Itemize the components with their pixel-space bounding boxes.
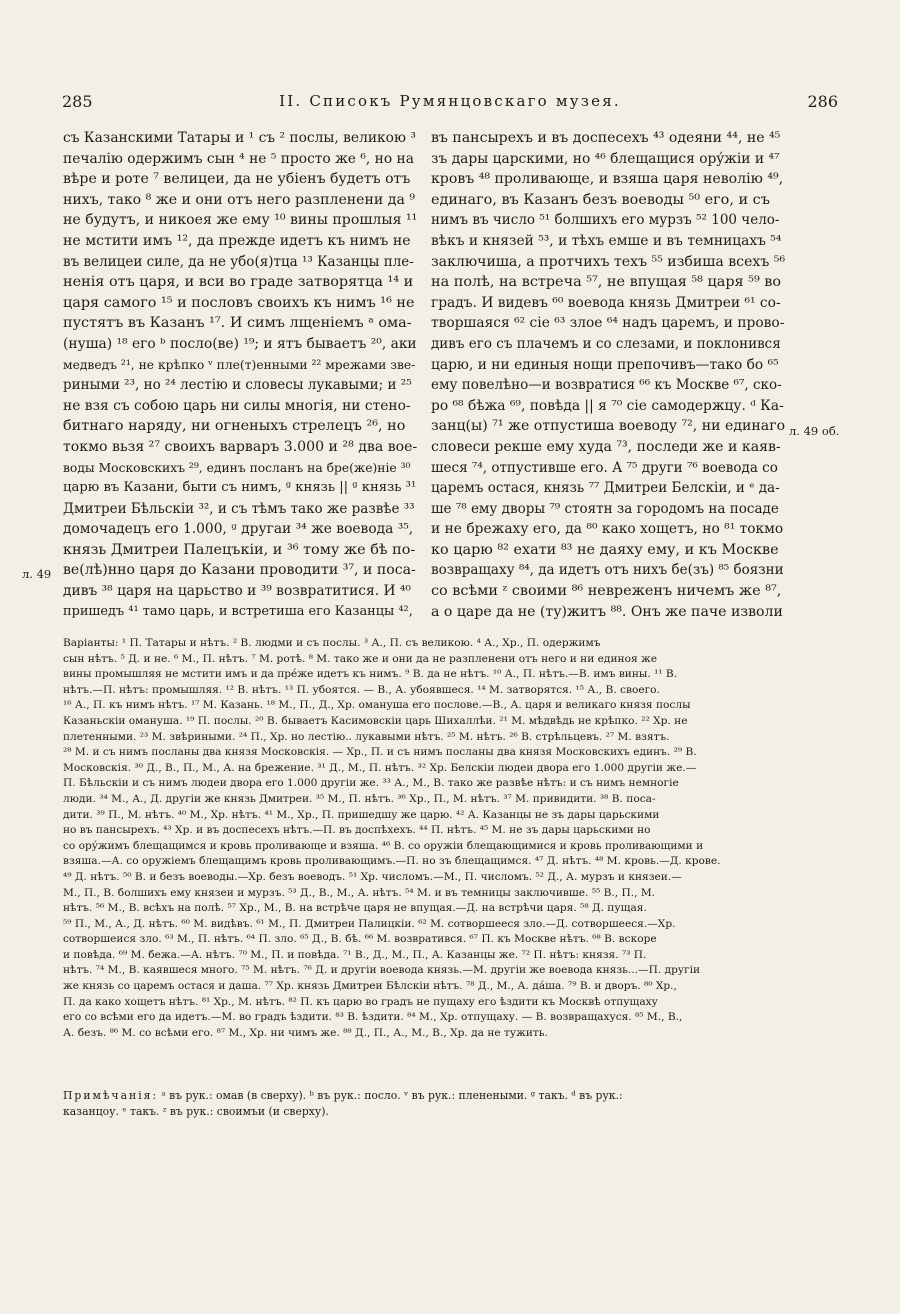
apparatus-line: ⁴⁹ Д. нѣтъ. ⁵⁰ В. и безъ воеводы.—Хр. безъ воеводъ. ⁵¹ Хр. числомъ.—М., П. числомъ. ⁵² Д., А. мурзъ и князеи.— [63,870,682,883]
apparatus-line: же князь со царемъ остася и даша. ⁷⁷ Хр. князь Дмитреи Бѣлскіи нѣтъ. ⁷⁸ Д., М., А. дáша. ⁷⁹ В. и дворъ. ⁸⁰ Хр., [63,980,677,993]
text-line: и не брежаху его, да ⁸⁰ како хощетъ, но ⁸¹ токмо [431,521,784,538]
apparatus-line: ¹⁶ А., П. къ нимъ нѣтъ. ¹⁷ М. Казань. ¹⁸ М., П., Д., Хр. оманушa его пословe.—В., А. царя и великаго князя послы [63,699,691,712]
text-line: царя самого ¹⁵ и пословъ своихъ къ нимъ ¹⁶ не [63,294,415,311]
text-line: единаго, въ Казанъ безъ воеводы ⁵⁰ его, и съ [431,191,770,208]
text-line: занц(ы) ⁷¹ же отпустиша воеводу ⁷², ни единаго [431,418,785,435]
editorial-notes [63,1088,783,1120]
apparatus-line: П. да како хощетъ нѣтъ. ⁸¹ Хр., М. нѣтъ. ⁸² П. къ царю во градъ не пущаху его ѣздити къ Москвѣ отпущаху [63,995,658,1008]
text-line: кровъ ⁴⁸ проливающе, и взяша царя неволію ⁴⁹, [431,171,784,188]
apparatus-line: П. Бѣльскіи и съ нимъ людеи двора его 1.000 другіи же. ³³ А., М., В. тако же развѣе нѣтъ: и съ нимъ немногіе [63,777,679,790]
text-line: медведъ ²¹, не крѣпко ᵛ пле(т)енными ²² мрежами зве- [63,357,416,372]
text-line: не мстити имъ ¹², да прежде идетъ къ нимъ не [63,232,411,249]
text-line: а о царе да не (ту)житъ ⁸⁸. Онъ же паче изволи [431,603,783,620]
text-line: дивъ ³⁸ царя на царьство и ³⁹ возвратитися. И ⁴⁰ [63,583,411,600]
apparatus-line: Варіанты: ¹ П. Татары и нѣтъ. ² В. людми и съ послы. ³ А., П. съ великою. ⁴ А., Хр., П. одержимъ [63,637,601,649]
main-text-right-column [431,128,785,622]
apparatus-line: но въ пансырехъ. ⁴³ Хр. и въ доспесехъ нѣтъ.—П. въ доспѣхехъ. ⁴⁴ П. нѣтъ. ⁴⁵ М. не зъ дары царьскими но [63,824,651,837]
variants-apparatus [63,636,783,1041]
apparatus-line: ²⁸ М. и съ нимъ посланы два князя Московскія. — Хр., П. и съ нимъ посланы два князя Московскихъ единъ. ²⁹ В. [63,746,697,759]
text-line: съ Казанскими Татары и ¹ съ ² послы, великою ³ [63,130,416,146]
text-line: печалію одержимъ сын ⁴ не ⁵ просто же ⁶, но на [63,150,414,167]
text-line: нихъ, тако ⁸ же и они отъ него разпленени да ⁹ [63,191,415,208]
text-line: на полѣ, на встреча ⁵⁷, не впущая ⁵⁸ царя ⁵⁹ во [431,274,782,291]
margin-folio-note-right: л. 49 об. [789,424,840,438]
notes-line: ᵃ въ рук.: омав (в сверху). ᵇ въ рук.: посло. ᵛ въ рук.: пленеными. ᵍ такъ. ᵈ въ рук.: [161,1089,623,1102]
apparatus-line: нѣтъ.—П. нѣтъ: промышляя. ¹² В. нѣтъ. ¹³ П. убоятся. — В., А. убоявшеся. ¹⁴ М. затворятся. ¹⁵ А., В. своего. [63,683,660,696]
text-line: (нуша) ¹⁸ его ᵇ посло(ве) ¹⁹; и ятъ бываетъ ²⁰, аки [63,335,417,352]
text-line: пришедъ ⁴¹ тамо царь, и встретиша его Казанцы ⁴², [63,603,413,619]
margin-folio-note-left: л. 49 [22,567,52,581]
text-line: ко царю ⁸² ехати ⁸³ не даяху ему, и къ Москве [431,541,779,558]
apparatus-line: люди. ³⁴ М., А., Д. другіи же князь Дмитреи. ³⁵ М., П. нѣтъ. ³⁶ Хр., П., М. нѣтъ. ³⁷ М. привидити. ³⁸ В. поса- [63,792,656,805]
apparatus-line: со орýжимъ блещащимся и кровь проливающе и взяша. ⁴⁶ В. со оружіи блещающимися и кровь проливающими и [63,839,704,852]
text-line: заключиша, а протчихъ техъ ⁵⁵ избиша всехъ ⁵⁶ [431,253,785,270]
text-line: возвращаху ⁸⁴, да идетъ отъ нихъ бе(зъ) ⁸⁵ боязни [431,562,784,579]
text-line: пустятъ въ Казанъ ¹⁷. И симъ лщеніемъ ᵃ ома- [63,315,412,332]
page-number-left: 285 [62,92,93,111]
text-line: царю, и ни единыя нощи препочивъ—тако бо ⁶⁵ [431,356,779,373]
text-line: со всѣми ᶻ своими ⁸⁶ невреженъ ничемъ же ⁸⁷, [431,583,782,600]
apparatus-line: нѣтъ. ⁵⁶ М., В. всѣхъ на полѣ. ⁵⁷ Хр., М., В. на встрѣче царя не впущая.—Д. на встрѣчи царя. ⁵⁸ Д. пущая. [63,902,647,915]
text-line: токмо вьзя ²⁷ своихъ варваръ 3.000 и ²⁸ два вое- [63,438,417,455]
text-line: творшаяся ⁶² сіе ⁶³ злое ⁶⁴ надъ царемъ, и прово- [431,315,785,332]
text-line: словеси рекше ему худа ⁷³, последи же и каяв- [431,438,781,455]
text-line: нимъ въ число ⁵¹ болшихъ его мурзъ ⁵² 100 чело- [431,212,780,229]
apparatus-line: и повѣда. ⁶⁹ М. бежа.—А. нѣтъ. ⁷⁰ М., П. и повѣда. ⁷¹ В., Д., М., П., А. Казанцы же. ⁷² П. нѣтъ: князя. ⁷³ П. [63,948,647,961]
text-line: царемъ остася, князь ⁷⁷ Дмитреи Белскіи, и ᵉ да- [431,480,780,497]
main-text-left-column [63,128,417,622]
text-line: въ велицеи силе, да не убо(я)тца ¹³ Казанцы пле- [63,253,414,270]
apparatus-line: дити. ³⁹ П., М. нѣтъ. ⁴⁰ М., Хр. нѣтъ. ⁴¹ М., Хр., П. пришедшу же царю. ⁴² А. Казанцы не зъ дары царьскими [63,808,660,821]
apparatus-line: нѣтъ. ⁷⁴ М., В. каявшеся много. ⁷⁵ М. нѣтъ. ⁷⁶ Д. и другіи воевода князь.—М. другіи же воевода князь...—П. другіи [63,964,701,977]
apparatus-line: взяша.—А. со оружіемъ блещащимъ кровь проливающимъ.—П. но зъ блещащимся. ⁴⁷ Д. нѣтъ. ⁴⁸ М. кровь.—Д. кровe. [63,855,721,868]
text-line: не взя съ собою царь ни силы многія, ни стено- [63,397,411,414]
apparatus-line: сотворшеися зло. ⁶³ М., П. нѣтъ. ⁶⁴ П. зло. ⁶⁵ Д., В. бѣ. ⁶⁶ М. возвратився. ⁶⁷ П. къ Москве нѣтъ. ⁶⁸ В. вскоре [63,933,657,946]
apparatus-line: Московскія. ³⁰ Д., В., П., М., А. на брежение. ³¹ Д., М., П. нѣтъ. ³² Хр. Белскіи людеи двора его 1.000 другіи же.— [63,761,697,774]
apparatus-line: его со всѣми его да идетъ.—М. во градъ ѣздити. ⁸³ В. ѣздити. ⁸⁴ М., Хр. отпущаху. — В. возвращахуся. ⁸⁵ М., В., [63,1011,683,1024]
text-line: ше ⁷⁸ ему дворы ⁷⁹ стоятн за городомъ на посаде [431,500,779,517]
running-title: II. Списокъ Румянцовскаго музея. [279,92,621,110]
text-line: ро ⁶⁸ бѣжа ⁶⁹, повѣда || я ⁷⁰ сіе самодержцу. ᵈ Ка- [431,397,784,414]
notes-line: казанцоу. ᵉ такъ. ᶻ въ рук.: своимъи (и сверху). [63,1105,329,1118]
text-line: ему повелѣно—и возвратися ⁶⁶ къ Москве ⁶⁷, ско- [431,377,782,394]
apparatus-line: Казаньскіи оманушa. ¹⁹ П. послы. ²⁰ В. бываетъ Касимовскіи царь Шихаллѣи. ²¹ М. мѣдвѣдь не крѣпко. ²² Хр. не [63,714,688,727]
apparatus-line: М., П., В. болшихъ ему князеи и мурзъ. ⁵³ Д., В., М., А. нѣтъ. ⁵⁴ М. и въ темницы заключивше. ⁵⁵ В., П., М. [63,886,656,899]
text-line: ненія отъ царя, и вси во граде затворятца ¹⁴ и [63,274,414,291]
text-line: дивъ его съ плачемъ и со слезами, и поклонився [431,335,781,352]
text-line: не будутъ, и никоея же ему ¹⁰ вины прошлыя ¹¹ [63,212,417,229]
text-line: въ пансырехъ и въ доспесехъ ⁴³ одеяни ⁴⁴, не ⁴⁵ [431,130,781,146]
text-line: князь Дмитреи Палецъкіи, и ³⁶ тому же бѣ по- [63,541,416,558]
text-line: риными ²³, но ²⁴ лестію и словесы лукавыми; и ²⁵ [63,377,412,394]
apparatus-line: А. безъ. ⁸⁶ М. со всѣми его. ⁸⁷ М., Хр. ни чимъ же. ⁸⁸ Д., П., А., М., В., Хр. да не тужить. [63,1026,548,1039]
text-line: Дмитреи Бѣльскіи ³², и съ тѣмъ тако же развѣе ³³ [63,500,415,517]
apparatus-line: плетенными. ²³ М. звѣриными. ²⁴ П., Хр. но лестію.. лукавыми нѣтъ. ²⁵ М. нѣтъ. ²⁶ В. стрѣльцевъ. ²⁷ М. взятъ. [63,730,670,743]
text-line: воды Московскихъ ²⁹, единъ посланъ на бре(же)ніе ³⁰ [63,460,411,475]
apparatus-line: ⁵⁹ П., М., А., Д. нѣтъ. ⁶⁰ М. видѣвъ. ⁶¹ М., П. Дмитреи Палицкіи. ⁶² М. сотворшееся зло.—Д. сотворшееся.—Хр. [63,917,676,930]
apparatus-line: вины промышляя не мстити имъ и да прéже идетъ къ нимъ. ⁹ В. да не нѣтъ. ¹⁰ А., П. нѣтъ.—В. имъ вины. ¹¹ В. [63,668,678,681]
page-number-right: 286 [807,92,838,111]
text-line: домочадецъ его 1.000, ᵍ другаи ³⁴ же воевода ³⁵, [63,521,414,538]
text-line: царю въ Казани, быти съ нимъ, ᵍ князь || ᵍ князь ³¹ [63,480,417,496]
page-header [62,92,838,116]
text-line: градъ. И видевъ ⁶⁰ воевода князь Дмитреи ⁶¹ со- [431,294,781,311]
text-line: вѣкъ и князей ⁵³, и тѣхъ емше и въ темницахъ ⁵⁴ [431,232,782,249]
text-line: битнаго наряду, ни огненыхъ стрелецъ ²⁶, но [63,418,406,435]
text-line: зъ дары царскими, но ⁴⁶ блещащися орýжіи и ⁴⁷ [431,150,780,167]
notes-label: Примѣчанія: [63,1089,159,1102]
text-line: шеся ⁷⁴, отпустивше его. А ⁷⁵ други ⁷⁶ воевода со [431,459,778,476]
text-line: ве(лѣ)нно царя до Казани проводити ³⁷, и поса- [63,562,416,579]
apparatus-line: сын нѣтъ. ⁵ Д. и не. ⁶ М., П. нѣтъ. ⁷ М. ротѣ. ⁸ М. тако же и они да не разпленени отъ него и ни единоя же [63,652,658,665]
text-line: вѣре и роте ⁷ велицеи, да не убіенъ будетъ отъ [63,171,411,188]
